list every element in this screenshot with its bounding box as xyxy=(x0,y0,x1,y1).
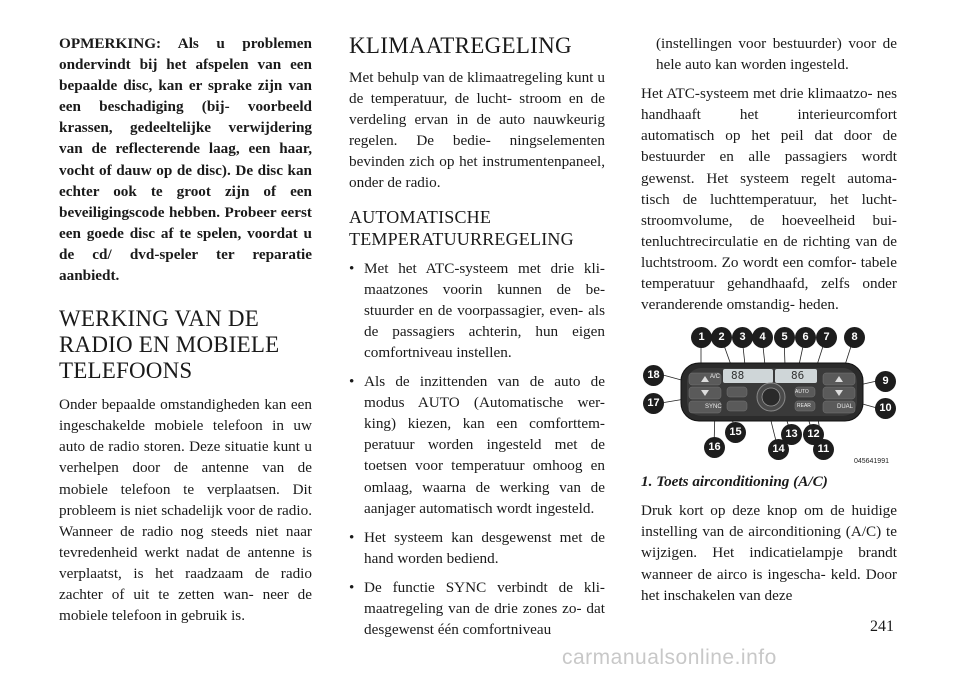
subheading-line: TEMPERATUURREGELING xyxy=(349,228,574,249)
dual-button-label: DUAL xyxy=(837,404,854,411)
callout-16: 16 xyxy=(704,437,725,458)
sync-button-label: SYNC xyxy=(705,404,722,411)
callout-3: 3 xyxy=(732,327,753,348)
bullet-icon: • xyxy=(349,373,355,391)
list-item xyxy=(349,371,605,519)
left-temp-display: 88 xyxy=(731,369,745,383)
callout-15: 15 xyxy=(725,422,746,443)
subheading-line: AUTOMATISCHE xyxy=(349,206,492,227)
atc-subheading xyxy=(349,206,605,250)
callout-17: 17 xyxy=(643,393,664,414)
callout-10: 10 xyxy=(875,398,896,419)
radio-phone-heading xyxy=(59,306,312,384)
atc-bullet-list xyxy=(349,258,605,641)
auto-button-label: AUTO xyxy=(795,389,809,396)
bullet-text: Met het ATC-systeem met drie kli- maatzones voorin kunnen de be- stuurder en de voorpassagier, even- als de passagiers achterin, hun eigen comfortniveau instellen. xyxy=(364,259,605,361)
ac-button-label: A/C xyxy=(710,374,721,381)
climate-control-figure xyxy=(641,321,897,467)
ac-description: Druk kort op deze knop om de huidige instelling van de airconditioning (A/C) te wijzigen. Het indicatielampje brandt wanneer de airco is ingescha- keld. Door het inschakelen van deze xyxy=(641,502,897,604)
watermark: carmanualsonline.info xyxy=(562,646,777,669)
heading-line: RADIO EN MOBIELE xyxy=(59,332,280,358)
callout-14: 14 xyxy=(768,439,789,460)
left-column xyxy=(59,33,312,626)
callout-13: 13 xyxy=(781,424,802,445)
list-item xyxy=(349,527,605,569)
callout-5: 5 xyxy=(774,327,795,348)
bullet-icon: • xyxy=(349,578,355,596)
right-temp-display: 86 xyxy=(791,369,805,383)
callout-12: 12 xyxy=(803,424,824,445)
list-item xyxy=(349,258,605,363)
bullet-icon: • xyxy=(349,259,355,277)
figure-code: 045641991 xyxy=(853,458,889,466)
bullet-text: De functie SYNC verbindt de kli- maatregeling van de drie zones zo- dat desgewenst één comfortniveau xyxy=(364,578,605,639)
middle-column xyxy=(349,33,605,648)
bullet-icon: • xyxy=(349,528,355,546)
disc-note: OPMERKING: Als u problemen ondervindt bij het afspelen van een bepaalde disc, kan er sprake zijn van een beschadiging (bij- voorbeeld krassen, gedeeltelijke verwijdering van de reflecterende laag, een haar, vocht of dauw op de disc). De disc kan echter ook te groot zijn of een beveiligingscode hebben. Probeer eerst een goede disc af te spelen, voordat u de cd/ dvd-speler ter reparatie aanbiedt. xyxy=(59,35,312,285)
callout-2: 2 xyxy=(711,327,732,348)
bullet-text: Als de inzittenden van de auto de modus AUTO (Automatische wer- king) kiezen, kan een comforttem- peratuur worden ingesteld met de toetsen voor temperatuur omhoog en omlaag, waarna de werking van de aanjager automatisch wordt ingesteld. xyxy=(364,373,605,517)
callout-11: 11 xyxy=(813,439,834,460)
figure-caption: 1. Toets airconditioning (A/C) xyxy=(641,473,828,491)
callout-6: 6 xyxy=(795,327,816,348)
heading-line: WERKING VAN DE xyxy=(59,306,259,332)
callout-9: 9 xyxy=(875,371,896,392)
callout-7: 7 xyxy=(816,327,837,348)
callout-1: 1 xyxy=(691,327,712,348)
page-number: 241 xyxy=(870,618,894,635)
rear-button-label: REAR xyxy=(797,403,811,410)
callout-18: 18 xyxy=(643,365,664,386)
climate-title: KLIMAATREGELING xyxy=(349,33,572,58)
climate-intro: Met behulp van de klimaatregeling kunt u de temperatuur, de lucht- stroom en de verdeling ervan in de auto nauwkeurig regelen. De bedie- ningselementen bevinden zich op het instrumentenpaneel, onder de radio. xyxy=(349,69,605,192)
callout-4: 4 xyxy=(752,327,773,348)
atc-description: Het ATC-systeem met drie klimaatzo- nes handhaaft het interieurcomfort automatisch op het peil dat door de bestuurder en alle passagiers wordt gewenst. Het systeem regelt automa- tisch de luchttemperatuur, het lucht- stroomvolume, de hoeveelheid bui- tenluchtrecirculatie en de richting van de luchtstroom. Zo wordt een comfor- tabele temperatuur gehandhaafd, zelfs onder veranderende omstandig- heden. xyxy=(641,85,897,314)
callout-8: 8 xyxy=(844,327,865,348)
bullet-continuation: (instellingen voor bestuurder) voor de hele auto kan worden ingesteld. xyxy=(656,35,897,74)
bullet-text: Het systeem kan desgewenst met de hand worden bediend. xyxy=(364,528,605,567)
radio-phone-body: Onder bepaalde omstandigheden kan een ingeschakelde mobiele telefoon in uw auto de radio storen. Deze situatie kunt u verhelpen door de antenne van de mobiele telefoon te verplaatsen. Dit probleem is niet schadelijk voor de radio. Wanneer de radio nog steeds niet naar tevredenheid werkt nadat de antenne is verplaatst, is het raadzaam de radio zachter of uit te zetten wan- neer de mobiele telefoon in gebruik is. xyxy=(59,396,312,625)
heading-line: TELEFOONS xyxy=(59,358,193,384)
right-column xyxy=(641,33,897,606)
list-item xyxy=(349,577,605,640)
